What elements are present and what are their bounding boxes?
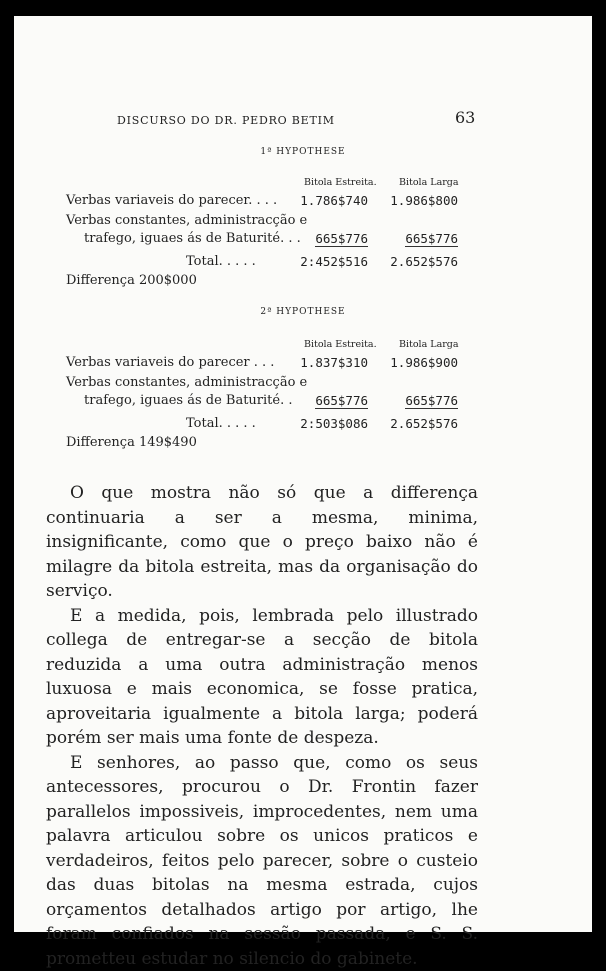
value-narrow: 1.786$740 [276, 193, 368, 208]
total-narrow: 2:452$516 [276, 254, 368, 269]
value-narrow: 1.837$310 [276, 355, 368, 370]
row-label: Verbas variaveis do parecer. . . . [66, 193, 277, 208]
value-narrow [276, 231, 368, 246]
row-label: Verbas constantes, administracção e [66, 213, 307, 228]
page-header [14, 108, 592, 132]
value-narrow [276, 393, 368, 408]
column-header-broad-gauge: Bitola Larga [399, 339, 459, 350]
column-header-narrow-gauge: Bitola Estreita. [304, 177, 377, 188]
value-broad: 1.986$900 [376, 355, 458, 370]
paragraph: E senhores, ao passo que, como os seus antecessores, procurou o Dr. Frontin fazer parallelos impossiveis, improcedentes, nem uma palavra articulou sobre os unicos praticos e verdadeiros, feitos pelo parecer, sobre o custeio das duas bitolas na mesma estrada, cujos orçamentos detalhados artigo por artigo, lhe foram confiados na sessão passada, e S. S. prometteu estudar no silencio do gabinete. [46, 751, 478, 971]
total-broad: 2.652$576 [376, 416, 458, 431]
value-narrow-text: 665$776 [315, 231, 368, 247]
total-narrow: 2:503$086 [276, 416, 368, 431]
paragraph: E a medida, pois, lembrada pelo illustrado collega de entregar-se a secção de bitola reduzida a uma outra administração menos luxuosa e mais economica, se fosse pratica, aproveitaria igualmente a bitola larga; poderá porém ser mais uma fonte de despeza. [46, 604, 478, 751]
hypothesis-2-title: 2ª HYPOTHESE [14, 307, 592, 317]
book-page [14, 16, 592, 932]
row-label: Verbas variaveis do parecer . . . [66, 355, 274, 370]
total-broad: 2.652$576 [376, 254, 458, 269]
total-label: Total. . . . . [186, 416, 256, 431]
row-label: Verbas constantes, administracção e [66, 375, 307, 390]
column-header-narrow-gauge: Bitola Estreita. [304, 339, 377, 350]
body-text [46, 481, 478, 971]
value-broad: 1.986$800 [376, 193, 458, 208]
value-broad-text: 665$776 [405, 231, 458, 247]
paragraph: O que mostra não só que a differença continuaria a ser a mesma, minima, insignificante, como que o preço baixo não é milagre da bitola estreita, mas da organisação do serviço. [46, 481, 478, 604]
running-title: DISCURSO DO DR. PEDRO BETIM [117, 114, 335, 127]
value-broad [376, 393, 458, 408]
row-label: trafego, iguaes ás de Baturité. . [84, 393, 293, 408]
value-broad-text: 665$776 [405, 393, 458, 409]
difference: Differença 200$000 [66, 273, 197, 288]
difference: Differença 149$490 [66, 435, 197, 450]
value-narrow-text: 665$776 [315, 393, 368, 409]
value-broad [376, 231, 458, 246]
row-label: trafego, iguaes ás de Baturité. . . [84, 231, 301, 246]
column-header-broad-gauge: Bitola Larga [399, 177, 459, 188]
hypothesis-1-title: 1ª HYPOTHESE [14, 147, 592, 157]
page-number: 63 [455, 108, 475, 127]
total-label: Total. . . . . [186, 254, 256, 269]
